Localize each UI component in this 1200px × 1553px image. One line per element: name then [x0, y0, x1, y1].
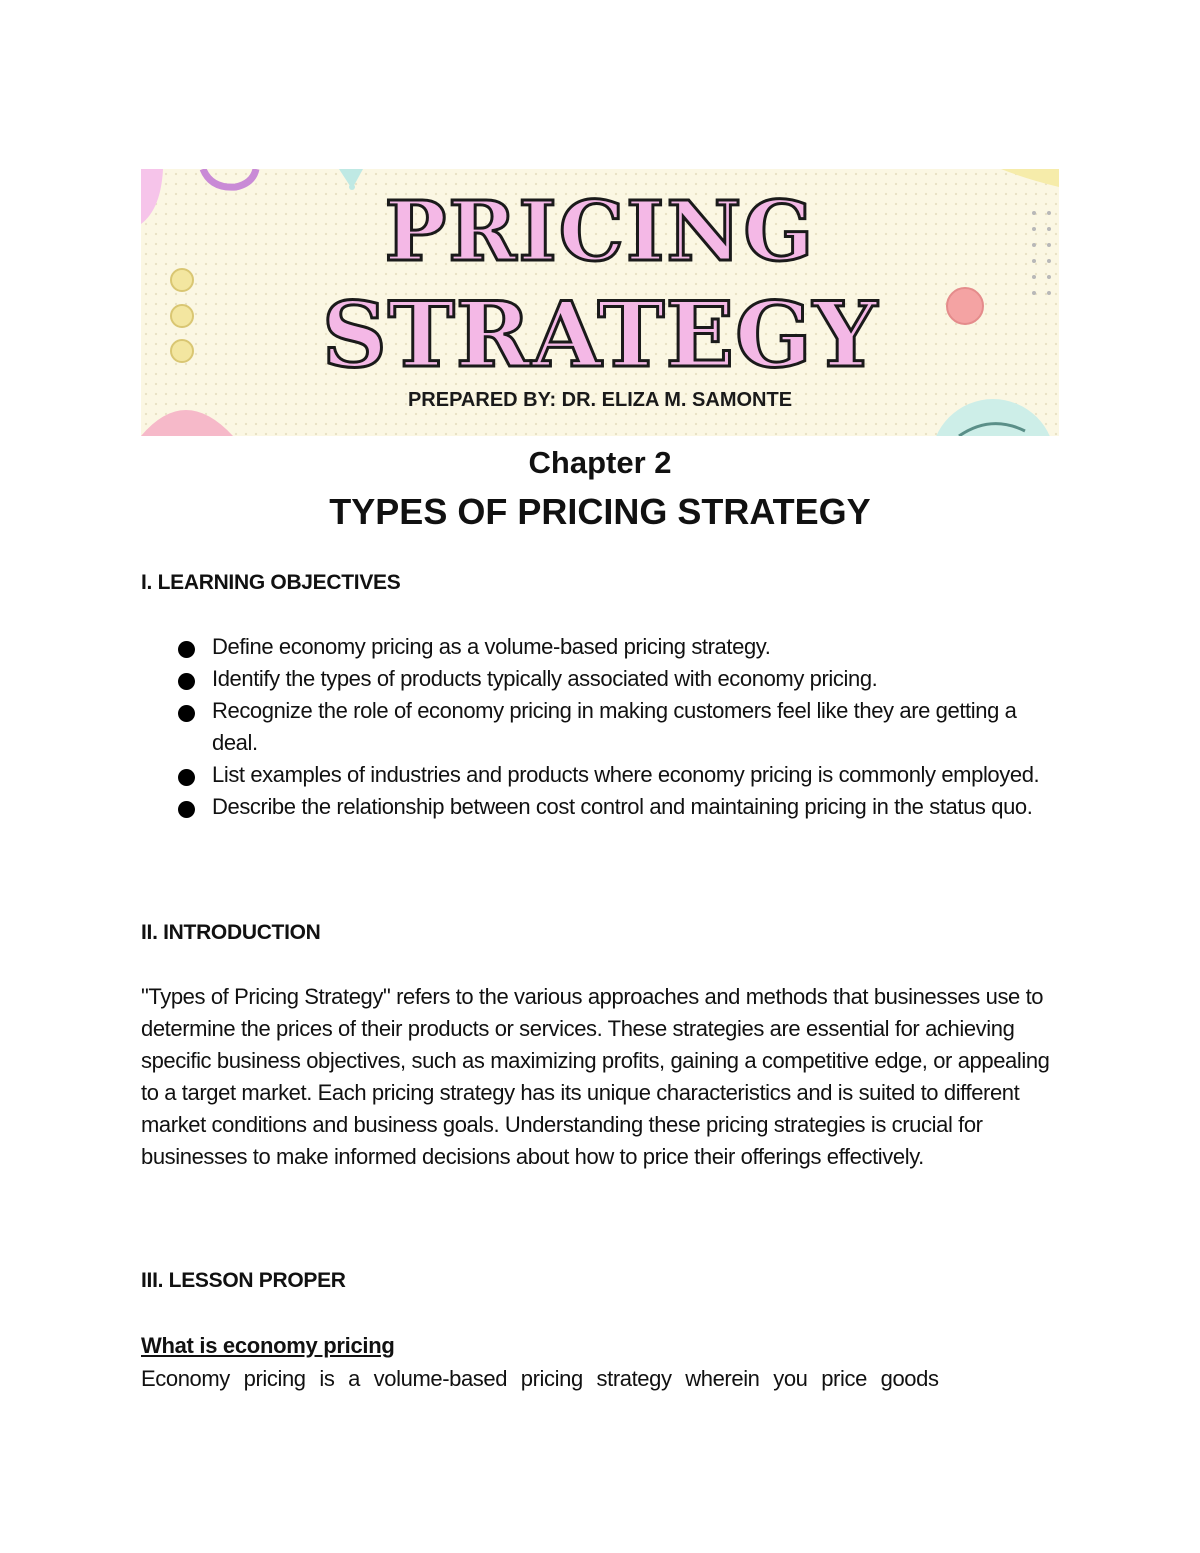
bullet-icon	[178, 673, 195, 690]
introduction-heading: II. INTRODUCTION	[141, 921, 321, 944]
title-banner	[141, 169, 1059, 436]
objective-text: Identify the types of products typically associated with economy pricing.	[212, 666, 878, 691]
chapter-label: Chapter 2	[528, 445, 672, 480]
lesson-heading: III. LESSON PROPER	[141, 1269, 346, 1292]
purple-ring-shape	[203, 169, 256, 187]
bullet-icon	[178, 769, 195, 786]
objectives-heading: I. LEARNING OBJECTIVES	[141, 571, 401, 594]
yellow-wedge-shape	[1001, 169, 1059, 187]
banner-byline: PREPARED BY: DR. ELIZA M. SAMONTE	[407, 389, 793, 411]
bullet-icon	[178, 801, 195, 818]
objective-item	[141, 791, 1066, 823]
objective-item	[141, 759, 1066, 791]
objectives-list	[141, 631, 1066, 823]
banner-title-pricing: PRICING	[384, 184, 816, 280]
objective-item	[141, 695, 1066, 759]
document-title: TYPES OF PRICING STRATEGY	[329, 491, 871, 532]
objective-item	[141, 663, 1066, 695]
lesson-subheading: What is economy pricing	[141, 1333, 395, 1358]
introduction-paragraph: "Types of Pricing Strategy" refers to the various approaches and methods that businesses use to determine the prices of their products or services. These strategies are essential for achieving specific business objectives, such as maximizing profits, gaining a competitive edge, or appealing to a target market. Each pricing strategy has its unique characteristics and is suited to different market conditions and business goals. Understanding these pricing strategies is crucial for businesses to make informed decisions about how to price their offerings effectively.	[141, 984, 1050, 1169]
objective-text: List examples of industries and products where economy pricing is commonly employed.	[212, 762, 1040, 787]
lesson-text: Economy pricing is a volume-based pricing strategy wherein you price goods	[141, 1366, 939, 1391]
objective-text: Define economy pricing as a volume-based pricing strategy.	[212, 634, 771, 659]
bullet-icon	[178, 641, 195, 658]
objective-item	[141, 631, 1066, 663]
objective-text: Describe the relationship between cost control and maintaining pricing in the status quo.	[212, 794, 1033, 819]
pink-half-circle-shape	[141, 410, 233, 436]
banner-title-strategy: STRATEGY	[321, 282, 879, 388]
objective-text: Recognize the role of economy pricing in making customers feel like they are getting a deal.	[212, 698, 1017, 755]
bullet-icon	[178, 705, 195, 722]
